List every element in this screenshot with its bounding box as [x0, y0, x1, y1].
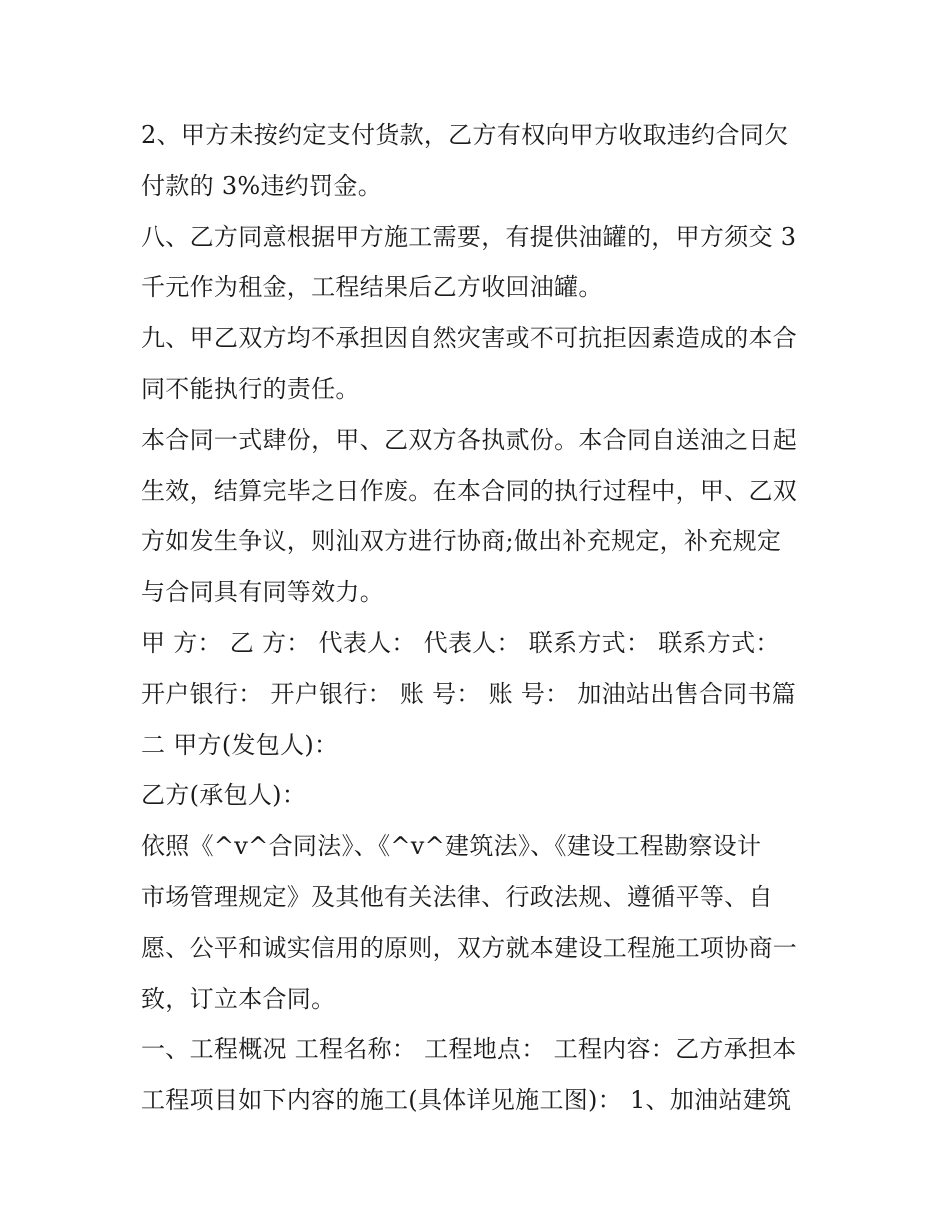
text-line: 与合同具有同等效力。 [141, 578, 384, 607]
text-line: 九、甲乙双方均不承担因自然灾害或不可抗拒因素造成的本合 [141, 324, 798, 353]
text-line: 乙方(承包人)： [141, 781, 307, 810]
text-line: 生效，结算完毕之日作废。在本合同的执行过程中，甲、乙双 [141, 476, 798, 505]
text-line: 一、工程概况 工程名称： 工程地点： 工程内容：乙方承担本 [141, 1035, 797, 1064]
text-line: 方如发生争议，则汕双方进行协商;做出补充规定，补充规定 [141, 527, 782, 556]
text-line: 同不能执行的责任。 [141, 374, 360, 403]
text-line: 愿、公平和诚实信用的原则，双方就本建设工程施工项协商一 [141, 933, 798, 962]
text-line: 甲 方： 乙 方： 代表人： 代表人： 联系方式： 联系方式： [141, 628, 780, 657]
text-line: 致，订立本合同。 [141, 984, 336, 1013]
text-line: 二 甲方(发包人)： [141, 730, 339, 759]
text-line: 付款的 3%违约罚金。 [141, 171, 383, 200]
text-line: 本合同一式肆份，甲、乙双方各执贰份。本合同自送油之日起 [141, 425, 798, 454]
text-line: 工程项目如下内容的施工(具体详见施工图)： 1、加油站建筑 [141, 1086, 792, 1115]
text-line: 千元作为租金，工程结果后乙方收回油罐。 [141, 273, 603, 302]
text-line: 八、乙方同意根据甲方施工需要，有提供油罐的，甲方须交 3 [141, 222, 797, 251]
text-line: 开户银行： 开户银行： 账 号： 账 号： 加油站出售合同书篇 [141, 679, 797, 708]
text-line: 依照《^v^合同法》、《^v^建筑法》、《建设工程勘察设计 [141, 832, 762, 861]
text-line: 市场管理规定》及其他有关法律、行政法规、遵循平等、自 [141, 882, 773, 911]
document-body [141, 110, 831, 1126]
text-line: 2、甲方未按约定支付货款，乙方有权向甲方收取违约合同欠 [141, 121, 789, 149]
